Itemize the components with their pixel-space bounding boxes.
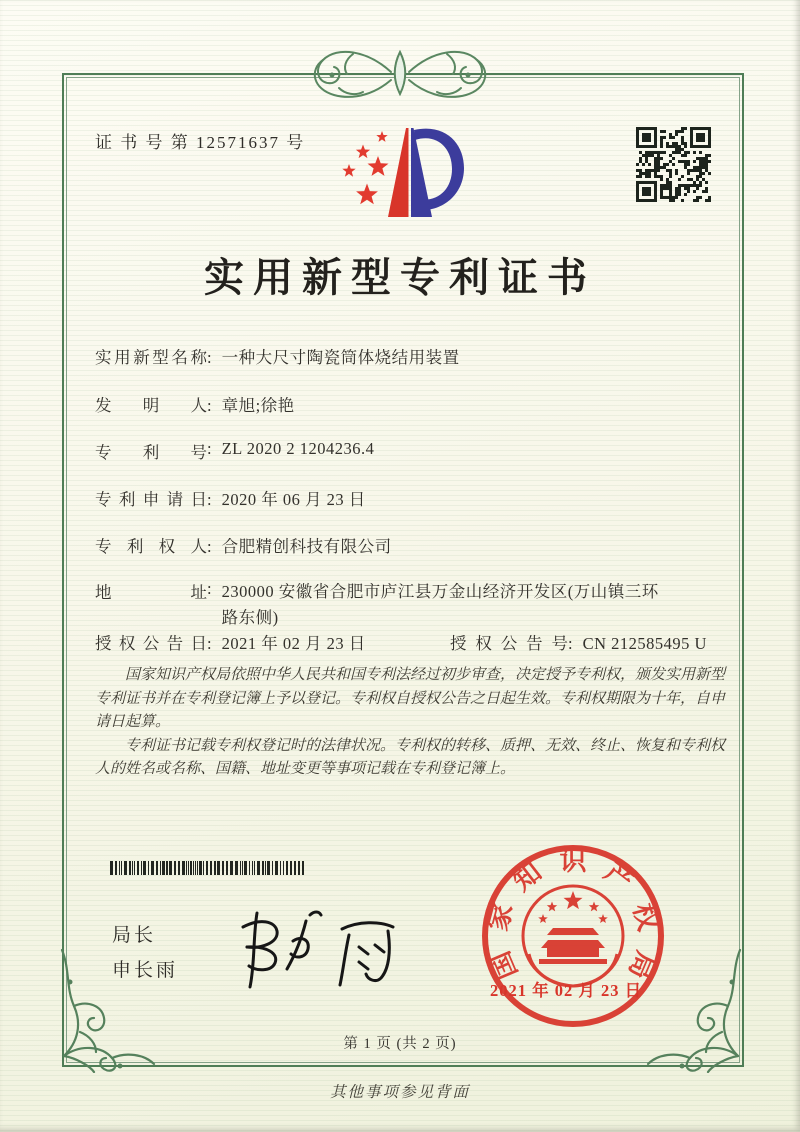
certificate-number: 证 书 号 第 12571637 号 — [95, 133, 306, 152]
svg-text:局: 局 — [622, 947, 662, 984]
svg-text:识: 识 — [559, 846, 587, 876]
field-label: 专利权人 — [95, 537, 207, 556]
field-colon: : — [207, 537, 212, 556]
field-value: 合肥精创科技有限公司 — [221, 537, 392, 556]
field-value: 一种大尺寸陶瓷筒体烧结用装置 — [221, 348, 460, 367]
legal-paragraph-1: 国家知识产权局依照中华人民共和国专利法经过初步审查，决定授予专利权，颁发实用新型专利证书并在专利登记簿上予以登记。专利权自授权公告之日起生效。专利权期限为十年，自申请日起算。 — [95, 667, 726, 730]
field-row-grant-no — [450, 630, 707, 654]
seal-date: 2021 年 02 月 23 日 — [489, 981, 643, 1000]
field-colon: : — [207, 396, 212, 415]
director-signature — [230, 897, 405, 992]
field-label: 授权公告日 — [95, 634, 207, 653]
field-value: 章旭;徐艳 — [221, 396, 295, 415]
barcode — [110, 861, 308, 875]
director-name: 申长雨 — [112, 960, 179, 981]
field-row-address — [95, 579, 667, 631]
field-row-patent-no — [95, 439, 374, 463]
field-row-filing-date — [95, 486, 366, 510]
svg-text:国: 国 — [484, 947, 524, 984]
field-colon: : — [568, 634, 573, 653]
director-title: 局长 — [112, 925, 157, 946]
field-colon: : — [207, 634, 212, 653]
legal-statement — [95, 664, 737, 782]
field-row-inventor — [95, 392, 295, 416]
svg-text:知: 知 — [507, 856, 548, 897]
page-number: 第 1 页 (共 2 页) — [343, 1036, 457, 1052]
official-seal — [479, 842, 667, 1030]
field-colon: : — [207, 579, 212, 598]
field-label: 授权公告号 — [450, 634, 568, 653]
field-row-grant-date — [95, 630, 366, 654]
field-value: 230000 安徽省合肥市庐江县万金山经济开发区(万山镇三环路东侧) — [221, 582, 659, 627]
qr-code — [636, 127, 711, 202]
field-label: 专利号 — [95, 443, 207, 462]
field-colon: : — [207, 490, 212, 509]
cnipa-logo-icon — [336, 120, 472, 222]
field-value: 2021 年 02 月 23 日 — [221, 634, 366, 653]
field-value: CN 212585495 U — [582, 634, 707, 653]
certificate-title: 实用新型专利证书 — [204, 255, 596, 300]
field-row-patentee — [95, 533, 392, 557]
field-row-name — [95, 344, 460, 368]
back-side-note: 其他事项参见背面 — [329, 1084, 470, 1101]
svg-text:权: 权 — [627, 900, 664, 934]
legal-paragraph-2: 专利证书记载专利权登记时的法律状况。专利权的转移、质押、无效、终止、恢复和专利权人的姓名或名称、国籍、地址变更等事项记载在专利登记簿上。 — [95, 737, 726, 777]
field-colon: : — [207, 348, 212, 367]
field-colon: : — [207, 439, 212, 458]
field-value: ZL 2020 2 1204236.4 — [221, 439, 375, 458]
field-label: 专利申请日 — [95, 490, 207, 509]
field-label: 发明人 — [95, 396, 207, 415]
top-flourish-ornament-icon — [293, 40, 507, 106]
svg-text:家: 家 — [482, 900, 519, 934]
field-label: 地址 — [95, 583, 207, 602]
svg-text:产: 产 — [598, 856, 639, 897]
field-value: 2020 年 06 月 23 日 — [221, 490, 366, 509]
field-label: 实用新型名称 — [95, 348, 207, 367]
